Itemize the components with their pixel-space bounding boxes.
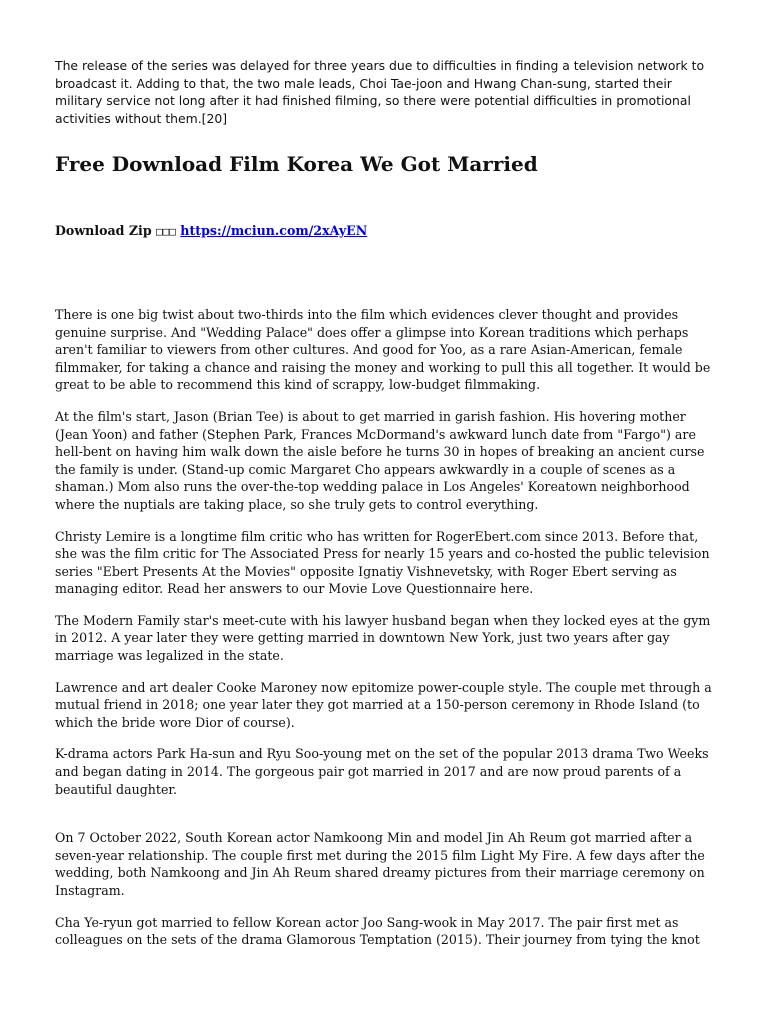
- body-paragraph: On 7 October 2022, South Korean actor Namkoong Min and model Jin Ah Reum got married after a seven-year relationship. The couple first met during the 2015 film Light My Fire. A few days after the wedding, both Namkoong and Jin Ah Reum shared dreamy pictures from their marriage ceremony on Instagram.: [55, 830, 705, 898]
- document-page: [55, 57, 715, 949]
- page-title: Free Download Film Korea We Got Married: [55, 152, 538, 177]
- download-link[interactable]: https://mciun.com/2xAyEN: [180, 223, 368, 239]
- intro-paragraph: The release of the series was delayed for three years due to difficulties in finding a television network to broadcast it. Adding to that, the two male leads, Choi Tae-joon and Hwang Chan-sung, started their military service not long after it had finished filming, so there were potential difficulties in promotional activities without them.[20]: [55, 58, 705, 126]
- body-paragraph: The Modern Family star's meet-cute with his lawyer husband began when they locked eyes at the gym in 2012. A year later they were getting married in downtown New York, just two years after gay marriage was legalized in the state.: [55, 612, 711, 664]
- body-paragraph: Lawrence and art dealer Cooke Maroney now epitomize power-couple style. The couple met through a mutual friend in 2018; one year later they got married at a 150-person ceremony in Rhode Island (to which the bride wore Dior of course).: [55, 679, 712, 730]
- body-paragraph: Christy Lemire is a longtime film critic who has written for RogerEbert.com since 2013. Before that, she was the film critic for The Associated Press for nearly 15 years and co-hosted the public television series "Ebert Presents At the Movies" opposite Ignatiy Vishnevetsky, with Roger Ebert serving as managing editor. Read her answers to our Movie Love Questionnaire here.: [55, 528, 710, 597]
- body-paragraph: At the film's start, Jason (Brian Tee) is about to get married in garish fashion. His hovering mother (Jean Yoon) and father (Stephen Park, Frances McDormand's awkward lunch date from "Fargo") are hell-bent on having him walk down the aisle before he turns 30 in hopes of breaking an ancient curse the family is under. (Stand-up comic Margaret Cho appears awkwardly in a couple of scenes as a shaman.) Mom also runs the over-the-top wedding palace in Los Angeles' Koreatown neighborhood where the nuptials are taking place, so she truly gets to control everything.: [55, 408, 705, 512]
- body-paragraph: Cha Ye-ryun got married to fellow Korean actor Joo Sang-wook in May 2017. The pair first met as colleagues on the sets of the drama Glamorous Temptation (2015). Their journey from tying the knot: [55, 914, 700, 948]
- download-label: Download Zip: [55, 223, 152, 239]
- download-line: [55, 222, 715, 241]
- missing-glyph-icon: □□□: [156, 225, 176, 239]
- body-paragraph: K-drama actors Park Ha-sun and Ryu Soo-young met on the set of the popular 2013 drama Two Weeks and began dating in 2014. The gorgeous pair got married in 2017 and are now proud parents of a beautiful daughter.: [55, 746, 709, 797]
- body-paragraph: There is one big twist about two-thirds into the film which evidences clever thought and provides genuine surprise. And "Wedding Palace" does offer a glimpse into Korean traditions which perhaps aren't familiar to viewers from other cultures. And good for Yoo, as a rare Asian-American, female filmmaker, for taking a chance and raising the money and working to pull this all together. It would be great to be able to recommend this kind of scrappy, low-budget filmmaking.: [55, 306, 711, 393]
